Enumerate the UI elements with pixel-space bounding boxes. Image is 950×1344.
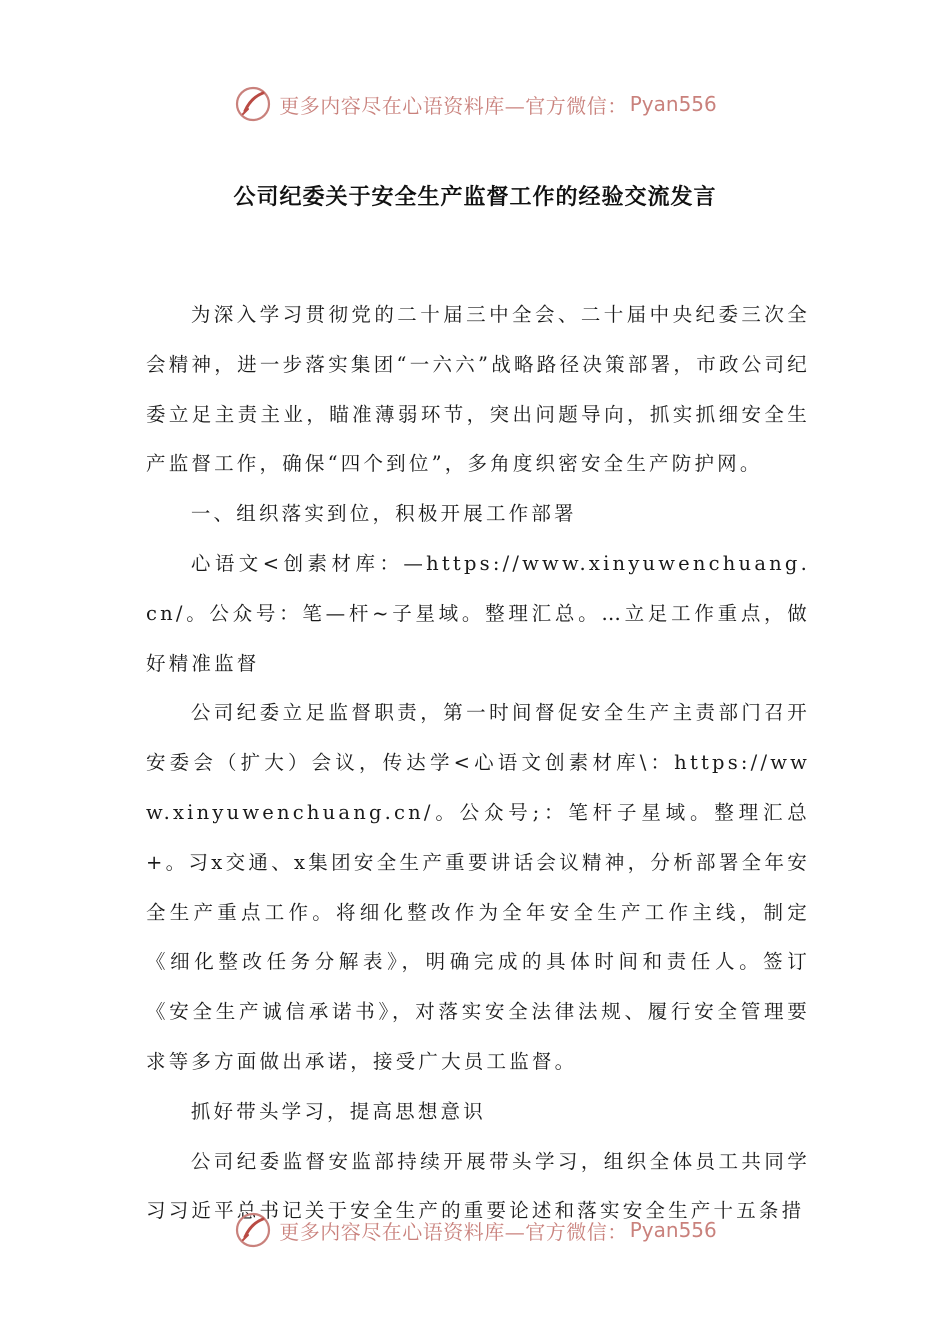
section-heading-1: 一、组织落实到位，积极开展工作部署 <box>190 502 577 526</box>
banner-text: 更多内容尽在心语资料库—官方微信： <box>279 1219 628 1244</box>
paragraph-watermark-line: 心语文<创素材库：—https://www.xinyuwenchuang.cn/。公众号：笔—杆~子星域。整理汇总。…立足工作重点，做好精准监督 <box>146 551 810 675</box>
footer-banner <box>0 1208 950 1252</box>
paragraph-supervision: 公司纪委立足监督职责，第一时间督促安全生产主责部门召开安委会（扩大）会议，传达学<心语文创素材库\：https://www.xinyuwenchuang.cn/。公众号;：笔杆子星域。整理汇总+。习x交通、x集团安全生产重要讲话会议精神，分析部署全年安全生产重点工作。将细化整改作为全年安全生产工作主线，制定《细化整改任务分解表》，明确完成的具体时间和责任人。签订《安全生产诚信承诺书》，对落实安全法律法规、履行安全管理要求等多方面做出承诺，接受广大员工监督。 <box>146 701 810 1073</box>
banner-text: 更多内容尽在心语资料库—官方微信： <box>279 93 628 118</box>
subheading-study: 抓好带头学习，提高思想意识 <box>190 1099 486 1123</box>
brush-logo-icon <box>233 1210 273 1250</box>
banner-wechat-id: Pyan556 <box>629 1218 717 1242</box>
paragraph-study: 公司纪委监督安监部持续开展带头学习，组织全体员工共同学习习近平总书记关于安全生产的重要论述和落实安全生产十五条措 <box>146 1149 810 1223</box>
banner-wechat-id: Pyan556 <box>629 92 717 116</box>
document-body <box>146 290 810 1236</box>
paragraph-intro: 为深入学习贯彻党的二十届三中全会、二十届中央纪委三次全会精神，进一步落实集团“一六六”战略路径决策部署，市政公司纪委立足主责主业，瞄准薄弱环节，突出问题导向，抓实抓细安全生产监督工作，确保“四个到位”，多角度织密安全生产防护网。 <box>146 303 810 476</box>
header-banner <box>0 82 950 126</box>
document-title: 公司纪委关于安全生产监督工作的经验交流发言 <box>233 185 717 210</box>
brush-logo-icon <box>233 84 273 124</box>
